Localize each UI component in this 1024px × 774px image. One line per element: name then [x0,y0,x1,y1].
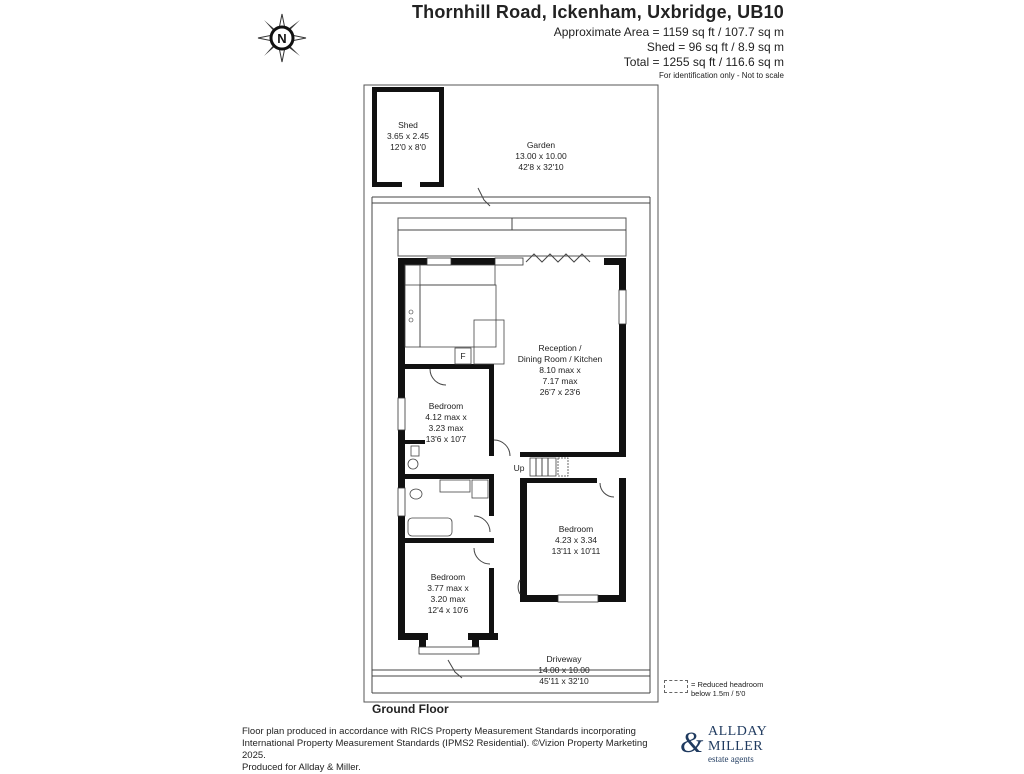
svg-text:7.17 max: 7.17 max [542,376,578,386]
plot-boundary [364,85,658,702]
reduced-headroom-swatch [664,680,688,693]
scale-note: For identification only - Not to scale [659,71,784,80]
area-main: Approximate Area = 1159 sq ft / 107.7 sq m [553,25,784,39]
area-total: Total = 1255 sq ft / 116.6 sq m [623,55,784,69]
svg-text:Dining Room / Kitchen: Dining Room / Kitchen [517,354,603,364]
kitchen-units [405,265,504,364]
staircase [530,458,568,476]
label-bedroom-3 [427,572,469,615]
legend-line2: below 1.5m / 5'0 [691,689,746,698]
svg-text:Bedroom: Bedroom [428,401,464,411]
svg-text:13'11 x 10'11: 13'11 x 10'11 [551,546,601,556]
footer-line2: International Property Measurement Standards (IPMS2 Residential). ©Vizion Property Marketing 2025. [242,738,648,761]
logo-tagline: estate agents [708,754,754,764]
svg-text:13'6 x 10'7: 13'6 x 10'7 [425,434,467,444]
floor-label: Ground Floor [372,702,449,716]
svg-text:3.65 x 2.45: 3.65 x 2.45 [386,131,430,141]
svg-text:8.10 max x: 8.10 max x [539,365,581,375]
agency-logo [678,720,788,766]
logo-line1: ALLDAY [708,724,768,739]
svg-text:14.00 x 10.00: 14.00 x 10.00 [538,665,590,675]
logo-ampersand: & [680,726,704,759]
svg-text:3.77 max x: 3.77 max x [427,583,469,593]
footer-line3: Produced for Allday & Miller. [242,762,361,773]
svg-text:42'8 x 32'10: 42'8 x 32'10 [518,162,564,172]
svg-text:Garden: Garden [526,140,556,150]
svg-text:Bedroom: Bedroom [558,524,594,534]
svg-text:45'11 x 32'10: 45'11 x 32'10 [539,676,589,686]
bathroom-fittings [408,446,488,536]
svg-text:12'0 x 8'0: 12'0 x 8'0 [390,142,426,152]
legend-line1: = Reduced headroom [691,680,764,689]
svg-text:13.00 x 10.00: 13.00 x 10.00 [515,151,567,161]
svg-text:3.23 max: 3.23 max [428,423,464,433]
label-garden [515,140,567,172]
label-driveway [538,654,590,686]
svg-text:4.12 max x: 4.12 max x [425,412,467,422]
logo-line2: MILLER [708,739,764,754]
svg-text:4.23 x 3.34: 4.23 x 3.34 [554,535,598,545]
svg-text:3.20 max: 3.20 max [430,594,466,604]
area-shed: Shed = 96 sq ft / 8.9 sq m [646,40,784,54]
fridge-mark: F [460,351,466,361]
svg-text:Shed: Shed [398,120,418,130]
legend [664,680,763,698]
label-shed [387,120,429,152]
svg-text:12'4 x 10'6: 12'4 x 10'6 [427,605,469,615]
label-reception [518,343,603,397]
stairs-up-label: Up [513,463,525,473]
label-bedroom-2 [552,524,601,556]
svg-text:Reception /: Reception / [538,343,582,353]
svg-text:26'7 x 23'6: 26'7 x 23'6 [539,387,581,397]
footer-disclaimer [242,726,672,774]
label-bedroom-1 [425,401,467,444]
svg-text:Driveway: Driveway [546,654,582,664]
footer-line1: Floor plan produced in accordance with RICS Property Measurement Standards incorporating [242,726,636,737]
compass-letter: N [277,31,287,46]
property-title: Thornhill Road, Ickenham, Uxbridge, UB10 [411,2,784,22]
svg-text:Bedroom: Bedroom [430,572,466,582]
